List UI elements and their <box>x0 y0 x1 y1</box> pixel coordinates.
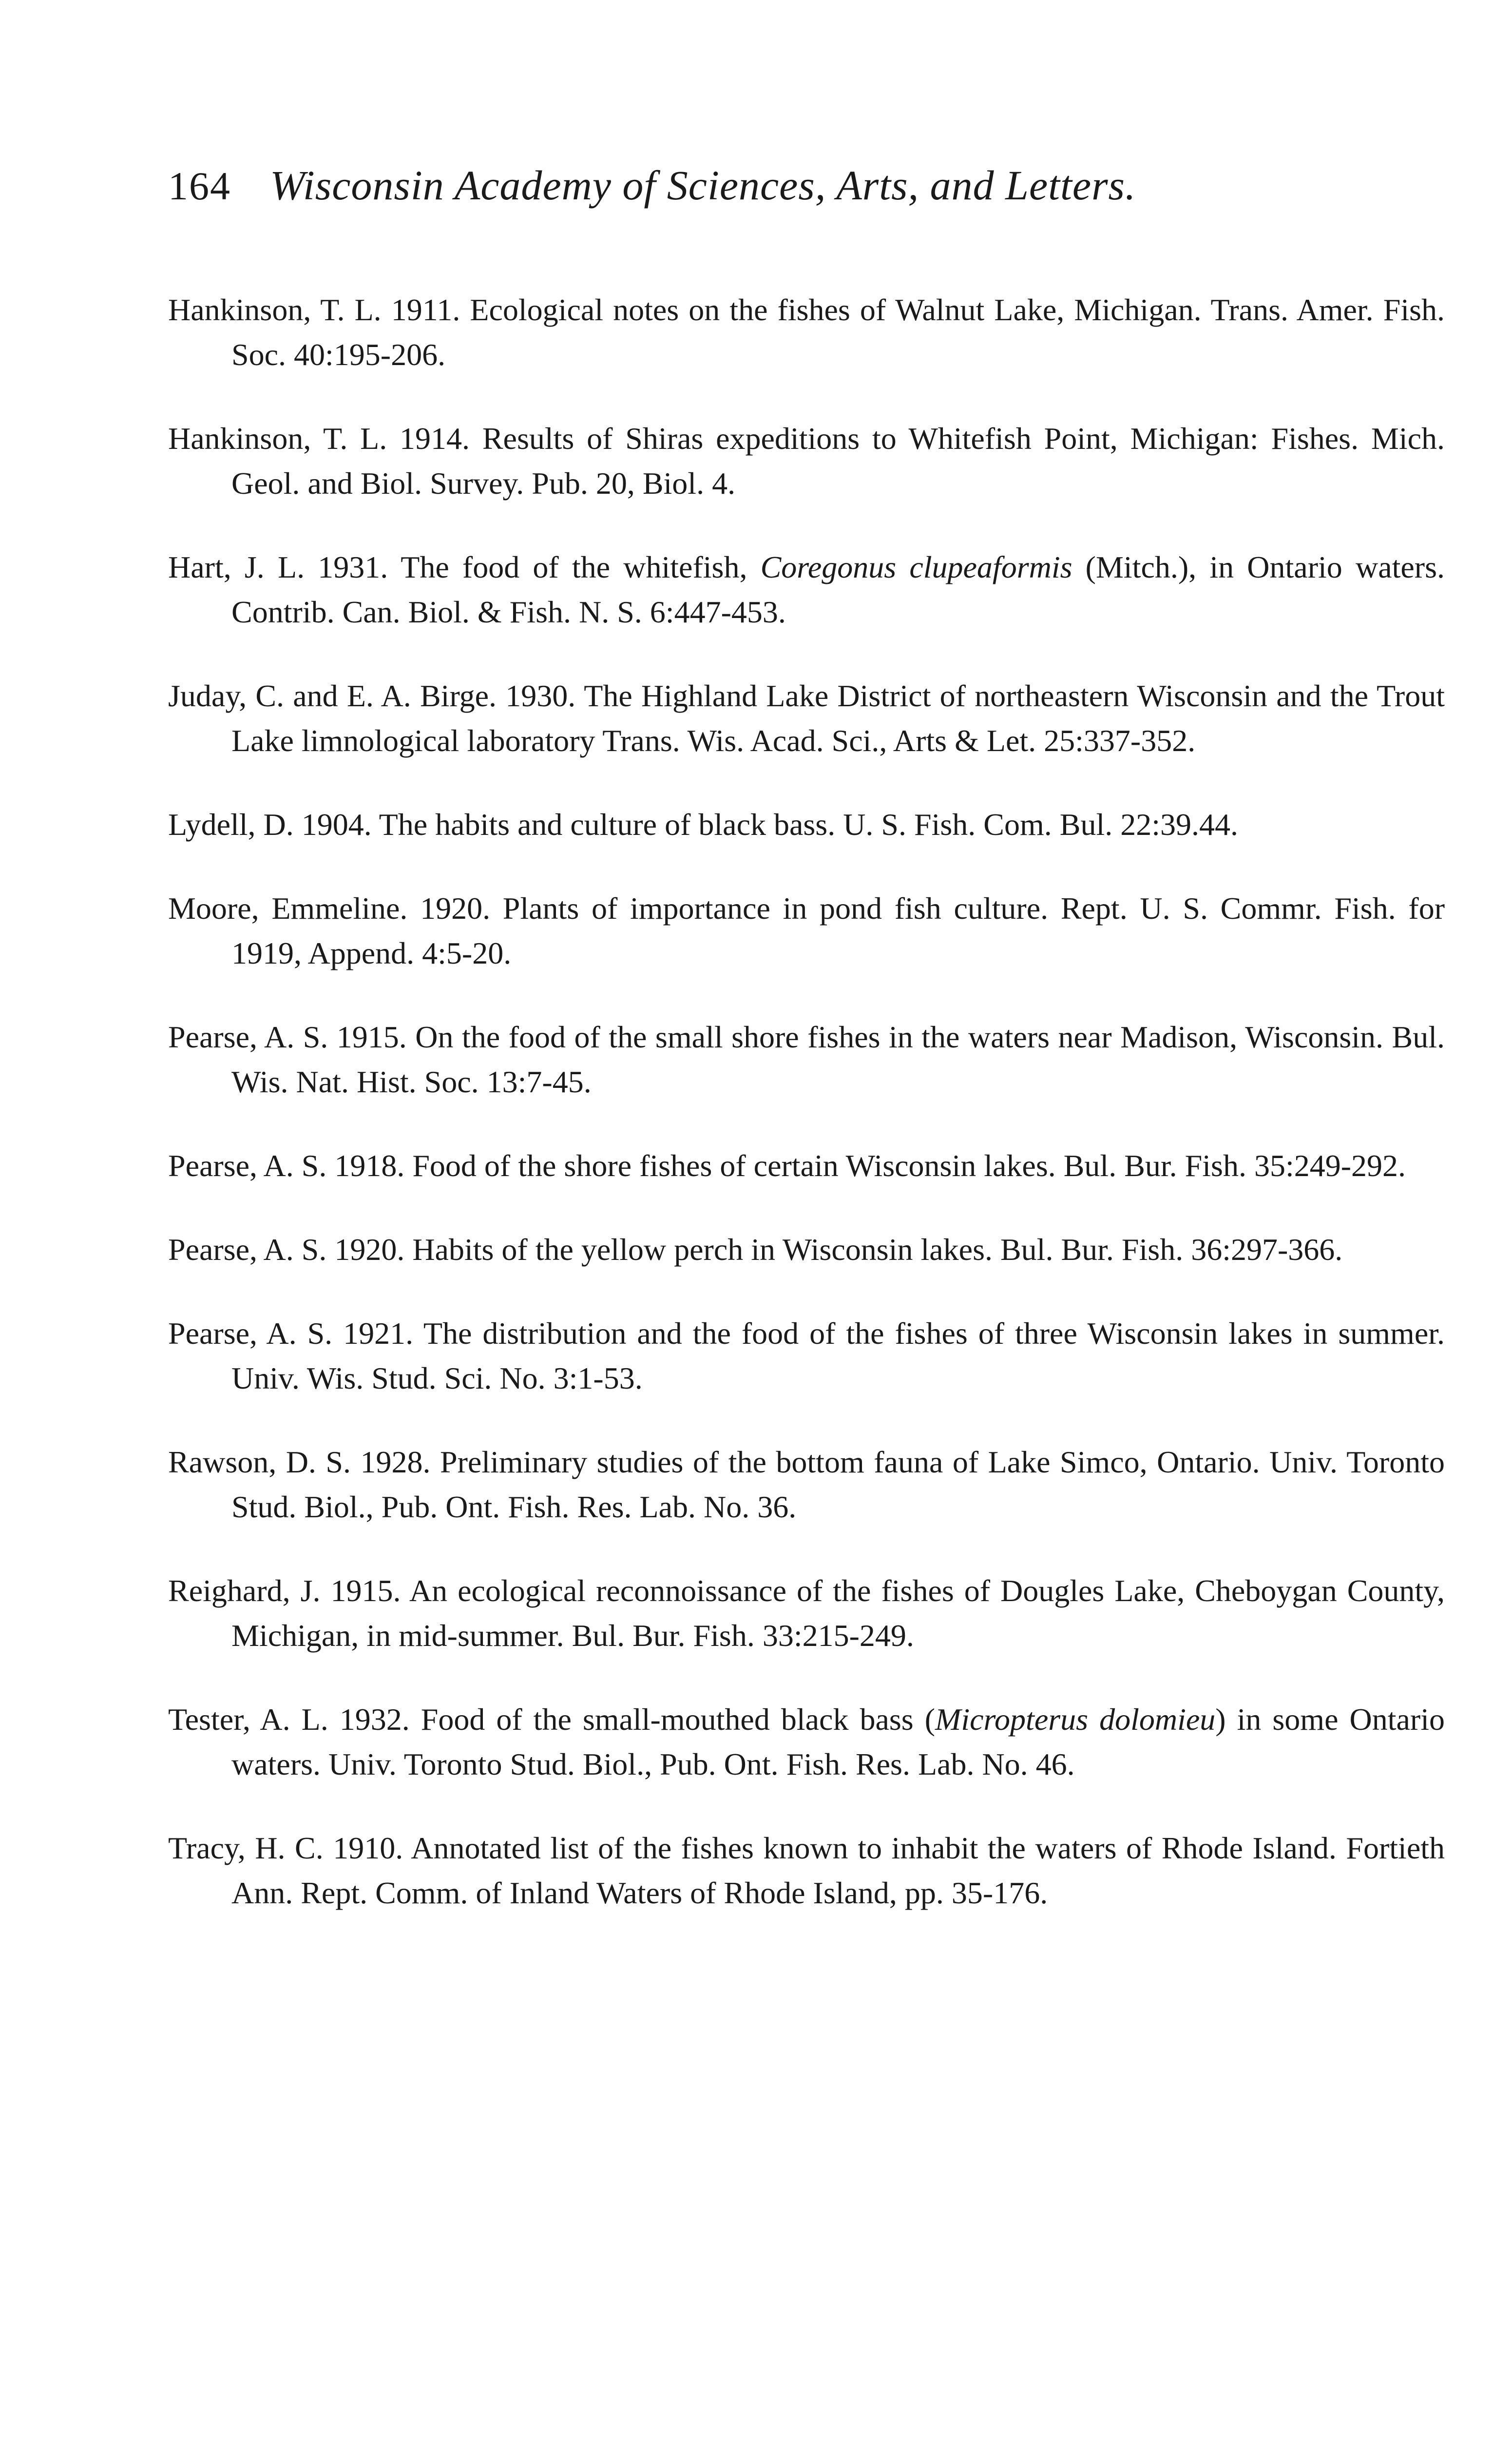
journal-title: Wisconsin Academy of Sciences, Arts, and Letters. <box>270 162 1136 209</box>
reference-text: Pearse, A. S. 1920. Habits of the yellow perch in Wisconsin lakes. Bul. Bur. Fish. 36:297-366. <box>168 1232 1343 1267</box>
species-name: Coregonus clupeaformis <box>760 550 1072 584</box>
reference-text: Lydell, D. 1904. The habits and culture of black bass. U. S. Fish. Com. Bul. 22:39.44. <box>168 807 1238 842</box>
reference-text: (Mitch.), in Ontario waters. Contrib. Can. Biol. & Fish. N. S. 6:447-453. <box>231 550 1445 629</box>
reference-entry <box>168 1440 1445 1529</box>
reference-entry <box>168 288 1445 377</box>
reference-text: Pearse, A. S. 1918. Food of the shore fishes of certain Wisconsin lakes. Bul. Bur. Fish. 35:249-292. <box>168 1148 1406 1183</box>
reference-text: Juday, C. and E. A. Birge. 1930. The Highland Lake District of northeastern Wisconsin and the Trout Lake limnological laboratory Trans. Wis. Acad. Sci., Arts & Let. 25:337-352. <box>168 678 1445 758</box>
reference-list <box>168 288 1445 1915</box>
reference-text: Hankinson, T. L. 1911. Ecological notes on the fishes of Walnut Lake, Michigan. Trans. Amer. Fish. Soc. 40:195-206. <box>168 292 1445 372</box>
reference-entry <box>168 1568 1445 1658</box>
reference-entry <box>168 1697 1445 1787</box>
reference-text: Hart, J. L. 1931. The food of the whitefish, <box>168 550 761 584</box>
reference-text: Tracy, H. C. 1910. Annotated list of the fishes known to inhabit the waters of Rhode Island. Fortieth Ann. Rept. Comm. of Inland Waters of Rhode Island, pp. 35-176. <box>168 1831 1445 1910</box>
reference-text: Tester, A. L. 1932. Food of the small-mouthed black bass ( <box>168 1702 936 1737</box>
reference-entry <box>168 674 1445 763</box>
reference-entry <box>168 802 1445 847</box>
reference-text: Pearse, A. S. 1915. On the food of the small shore fishes in the waters near Madison, Wisconsin. Bul. Wis. Nat. Hist. Soc. 13:7-45. <box>168 1020 1445 1099</box>
reference-text: Hankinson, T. L. 1914. Results of Shiras expeditions to Whitefish Point, Michigan: Fishes. Mich. Geol. and Biol. Survey. Pub. 20, Biol. 4. <box>168 421 1445 501</box>
reference-entry <box>168 1015 1445 1104</box>
page-number: 164 <box>168 164 231 208</box>
reference-text: Reighard, J. 1915. An ecological reconnoissance of the fishes of Dougles Lake, Cheboygan County, Michigan, in mid-summer. Bul. Bur. Fish. 33:215-249. <box>168 1573 1445 1653</box>
running-header <box>168 161 1445 253</box>
reference-entry <box>168 416 1445 506</box>
reference-entry <box>168 886 1445 976</box>
reference-entry <box>168 1227 1445 1272</box>
species-name: Micropterus dolomieu <box>935 1702 1216 1737</box>
page <box>168 161 1445 1954</box>
reference-entry <box>168 1826 1445 1915</box>
reference-text: ) in some Ontario waters. Univ. Toronto Stud. Biol., Pub. Ont. Fish. Res. Lab. No. 46. <box>231 1702 1445 1781</box>
reference-entry <box>168 1143 1445 1188</box>
reference-text: Moore, Emmeline. 1920. Plants of importance in pond fish culture. Rept. U. S. Commr. Fish. for 1919, Append. 4:5-20. <box>168 891 1445 970</box>
reference-entry <box>168 1311 1445 1401</box>
reference-text: Pearse, A. S. 1921. The distribution and the food of the fishes of three Wisconsin lakes in summer. Univ. Wis. Stud. Sci. No. 3:1-53. <box>168 1316 1445 1395</box>
reference-entry <box>168 545 1445 635</box>
reference-text: Rawson, D. S. 1928. Preliminary studies of the bottom fauna of Lake Simco, Ontario. Univ. Toronto Stud. Biol., Pub. Ont. Fish. Res. Lab. No. 36. <box>168 1445 1445 1524</box>
